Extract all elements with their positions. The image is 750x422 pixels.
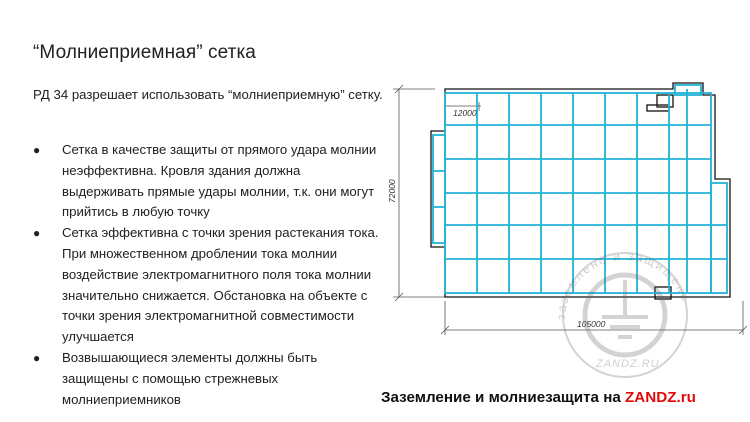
- bullet-text: Возвышающиеся элементы должны быть защищены с помощью стрежневых молниеприемников: [62, 349, 318, 407]
- bullet-item: [33, 140, 383, 223]
- bullet-text: Сетка эффективна с точки зрения растекания тока. При множественном дроблении тока молнии воздействие электромагнитного поля тока молнии значительно снижается. Обстановка на объекте с точки зрения электромагнитной совместимости улучшается: [62, 225, 379, 345]
- width-dimension-label: 105000: [577, 319, 606, 329]
- bullet-dot-icon: ●: [33, 226, 41, 241]
- bullet-list: [33, 140, 383, 410]
- watermark-bottom-text: ZANDZ.RU: [596, 358, 660, 370]
- bullet-item: [33, 348, 383, 410]
- cell-size-label: 12000: [453, 108, 477, 118]
- intro-text: РД 34 разрешает использовать “молниеприемную” сетку.: [33, 87, 383, 102]
- height-dimension-label: 72000: [387, 179, 397, 203]
- bullet-item: [33, 223, 383, 348]
- footer-brand-link[interactable]: ZANDZ.ru: [625, 389, 696, 406]
- footer-caption: [381, 389, 696, 406]
- zandz-watermark-logo: [540, 225, 700, 385]
- bullet-dot-icon: ●: [33, 350, 41, 365]
- bullet-dot-icon: ●: [33, 143, 41, 157]
- slide-title: “Молниеприемная” сетка: [33, 42, 256, 63]
- footer-text: Заземление и молниезащита на: [381, 389, 626, 406]
- watermark-arc-text: заземлено и защищено: [553, 248, 694, 321]
- bullet-text: Сетка в качестве защиты от прямого удара молнии неэффективна. Кровля здания должна выдерживать прямые удары молнии, т.к. они могут прийтись в любую точку: [62, 142, 377, 220]
